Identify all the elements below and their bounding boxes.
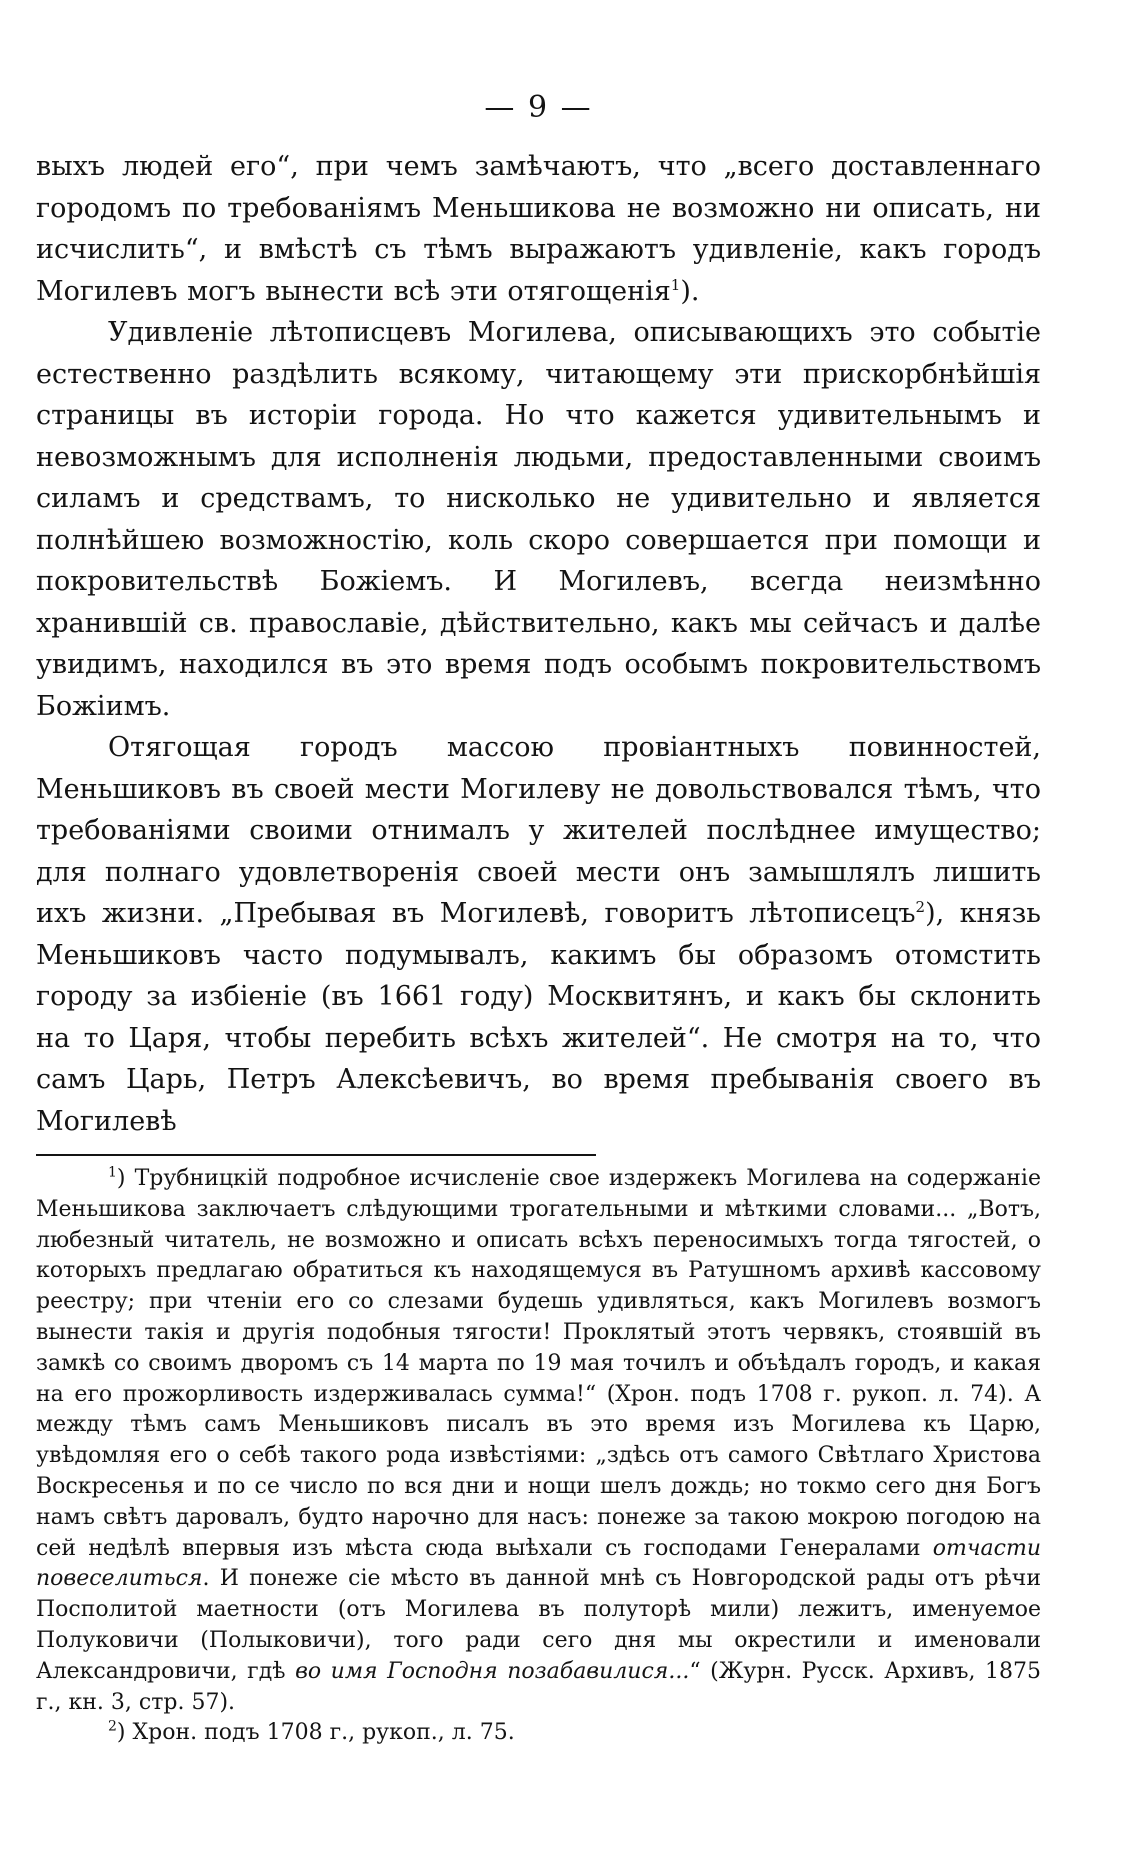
main-text [36,146,1041,1142]
footnote-1-italic-2: во имя Господня позабавилися... [295,1658,690,1684]
footnotes [36,1164,1041,1749]
footnote-1-text: ) Трубницкій подробное исчисленіе своe издержекъ Могилева на содержаніе Меньшикова заключаетъ слѣдующими трогательными и мѣткими словами... „Вотъ, любезный читатель, не возможно и описать всѣхъ переносимыхъ тогда тягостей, о которыхъ предлагаю обратиться къ находящемуся въ Ратушномъ архивѣ кассовому реестру; при чтеніи его со слезами будешь удивляться, какъ Могилевъ возмогъ вынести такія и другія подобныя тягости! Проклятый этотъ червякъ, стоявшій въ замкѣ со своимъ дворомъ съ 14 марта по 19 мая точилъ и объѣдалъ городъ, и какая на его прожорливость издерживалась сумма!“ (Хрон. подъ 1708 г. рукоп. л. 74). А между тѣмъ самъ Меньшиковъ писалъ въ это время изъ Могилева къ Царю, увѣдомляя его о себѣ такого рода извѣстіями: „здѣсь отъ самого Свѣтлаго Христова Воскресенья и по се число по вся дни и нощи шелъ дождь; но токмо сего дня Богъ намъ свѣтъ даровалъ, будто нарочно для насъ: понеже за такою мокрою погодою на сей недѣлѣ впервыя изъ мѣста сюда выѣхали съ господами Генералами [36,1166,1041,1561]
paragraph-2: Удивленіе лѣтописцевъ Могилева, описывающихъ это событіе естественно раздѣлить всякому, читающему эти прискорбнѣйшія страницы въ исторіи города. Но что кажется удивительнымъ и невозможнымъ для исполненія людьми, предоставленными своимъ силамъ и средствамъ, то нисколько не удивительно и является полнѣйшею возможностію, коль скоро совершается при помощи и покровительствѣ Божіемъ. И Могилевъ, всегда неизмѣнно хранившій св. православіе, дѣйствительно, какъ мы сейчасъ и далѣе увидимъ, находился въ это время подъ особымъ покровительствомъ Божіимъ. [36,317,1041,722]
paragraph-1-text: выхъ людей его“, при чемъ замѣчаютъ, что „всего доставленнаго городомъ по требованіямъ Меньшикова не возможно ни описать, ни исчислить“, и вмѣстѣ съ тѣмъ выражаютъ удивленіе, какъ городъ Могилевъ могъ вынести всѣ эти отягощенія [36,151,1041,307]
footnote-1-mark: 1 [108,1164,117,1181]
footnote-ref-1: 1 [670,275,681,294]
paragraph-3-text-b: ), князь Меньшиковъ часто подумывалъ, какимъ бы образомъ отомстить городу за избіеніе (въ 1661 году) Москвитянъ, и какъ бы склонить на то Царя, чтобы перебить всѣхъ жителей“. Не смотря на то, что самъ Царь, Петръ Алексѣевичъ, во время пребыванія своего въ Могилевѣ [36,898,1042,1137]
footnote-divider [36,1154,596,1156]
footnote-2 [36,1718,1041,1749]
paragraph-1 [36,146,1041,312]
footnote-ref-2: 2 [915,898,926,916]
paragraph-3 [36,727,1041,1142]
footnote-2-text: ) Хрон. подъ 1708 г., рукоп., л. 75. [116,1720,515,1746]
footnote-1-end: “ (Журн. Русск. Архивъ, 1875 г., кн. 3, стр. 57). [36,1658,1042,1715]
footnote-1 [36,1164,1041,1718]
paragraph-1-end: ). [680,275,700,307]
page [36,88,1041,1749]
footnote-1-italic: отчасти повеселиться [36,1535,1041,1592]
paragraph-3-text-a: Отягощая городъ массою провіантныхъ повинностей, Меньшиковъ въ своей мести Могилеву не довольствовался тѣмъ, что требованіями своими отнималъ у жителей послѣднее имущество; для полнаго удовлетворенія своей мести онъ замышлялъ лишить ихъ жизни. „Пребывая въ Могилевѣ, говоритъ лѣтописецъ [36,732,1041,929]
footnote-1-middle: . И понеже сіе мѣсто въ данной мнѣ съ Новгородской рады отъ рѣчи Посполитой маетности (отъ Могилева въ полуторѣ мили) лежитъ, именуемое Полуковичи (Полыковичи), того ради сего дня мы окрестили и именовали Александровичи, гдѣ [36,1566,1041,1684]
footnote-2-mark: 2 [108,1719,117,1736]
page-number: — 9 — [484,90,593,125]
